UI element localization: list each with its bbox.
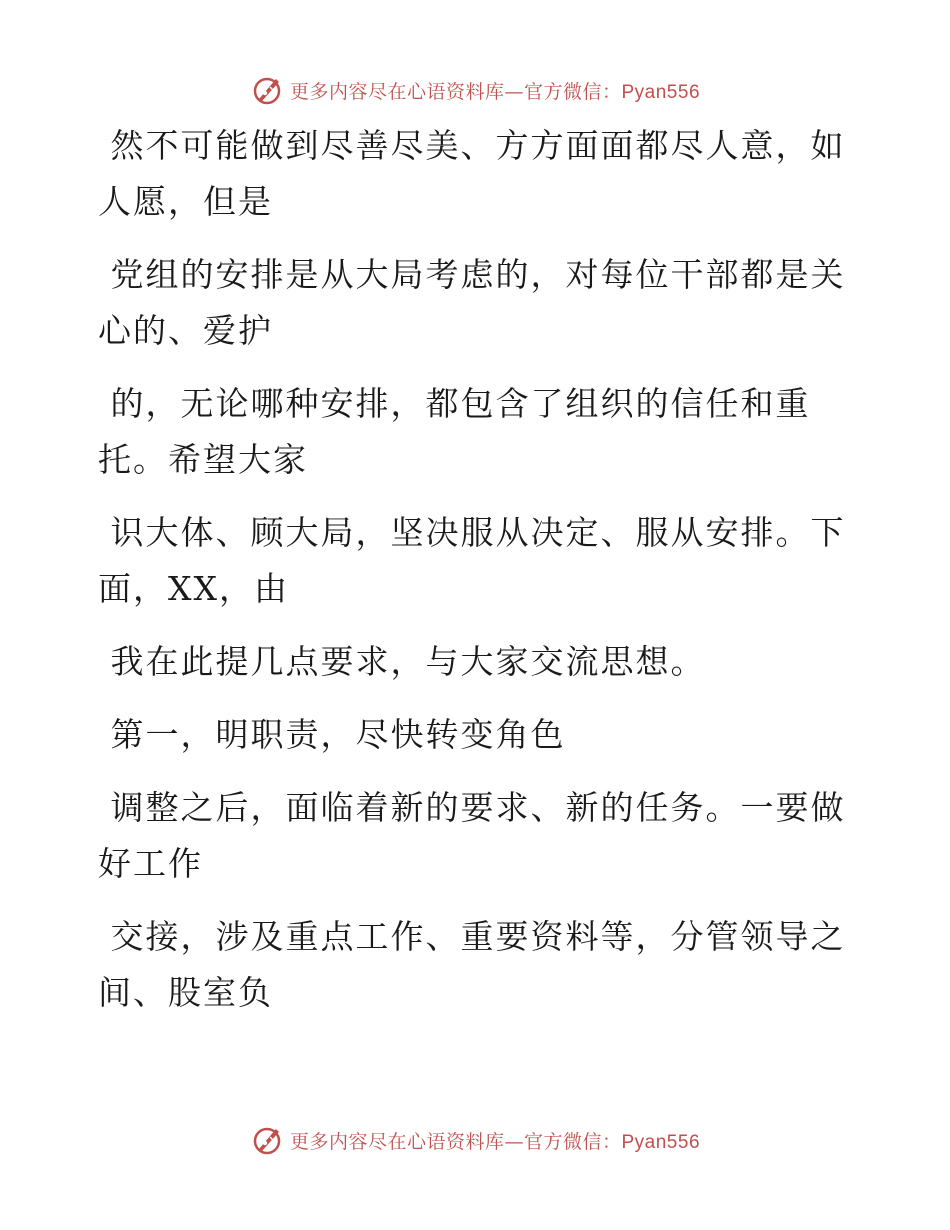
quill-pen-logo-icon [250, 1123, 284, 1157]
paragraph-6-heading [98, 707, 838, 763]
paragraph-7-line-2: 好工作 [98, 844, 203, 883]
document-body [98, 118, 846, 1038]
footer-watermark [0, 1120, 950, 1160]
footer-watermark-text [290, 1127, 700, 1154]
paragraph-3-line-1: 的，无论哪种安排，都包含了组织的信任和重 [98, 384, 811, 423]
paragraph-7 [98, 780, 846, 892]
header-watermark [0, 70, 950, 110]
paragraph-5 [98, 634, 838, 690]
paragraph-8 [98, 909, 846, 1021]
paragraph-4-line-2: 面，XX，由 [98, 569, 289, 608]
paragraph-3-line-2: 托。希望大家 [98, 440, 308, 479]
header-watermark-text [290, 77, 700, 104]
quill-pen-logo-icon [250, 73, 284, 107]
paragraph-4-line-1: 识大体、顾大局，坚决服从决定、服从安排。下 [98, 513, 846, 552]
paragraph-2 [98, 247, 846, 359]
paragraph-4 [98, 505, 846, 617]
paragraph-3 [98, 376, 838, 488]
paragraph-1 [98, 118, 846, 230]
paragraph-2-line-1: 党组的安排是从大局考虑的，对每位干部都是关 [98, 255, 846, 294]
paragraph-7-line-1: 调整之后，面临着新的要求、新的任务。一要做 [98, 788, 846, 827]
paragraph-5-line-1: 我在此提几点要求，与大家交流思想。 [98, 642, 706, 681]
paragraph-2-line-2: 心的、爱护 [98, 311, 273, 350]
paragraph-8-line-1: 交接，涉及重点工作、重要资料等，分管领导之 [98, 917, 846, 956]
header-wechat-handle: Pyan556 [621, 81, 701, 103]
footer-wechat-handle: Pyan556 [621, 1131, 701, 1153]
paragraph-8-line-2: 间、股室负 [98, 973, 273, 1012]
paragraph-6-line-1: 第一，明职责，尽快转变角色 [98, 715, 566, 754]
paragraph-1-line-1: 然不可能做到尽善尽美、方方面面都尽人意，如 [98, 126, 846, 165]
paragraph-1-line-2: 人愿，但是 [98, 182, 273, 221]
footer-watermark-label: 更多内容尽在心语资料库—官方微信： [289, 1130, 622, 1153]
header-watermark-label: 更多内容尽在心语资料库—官方微信： [289, 80, 622, 103]
